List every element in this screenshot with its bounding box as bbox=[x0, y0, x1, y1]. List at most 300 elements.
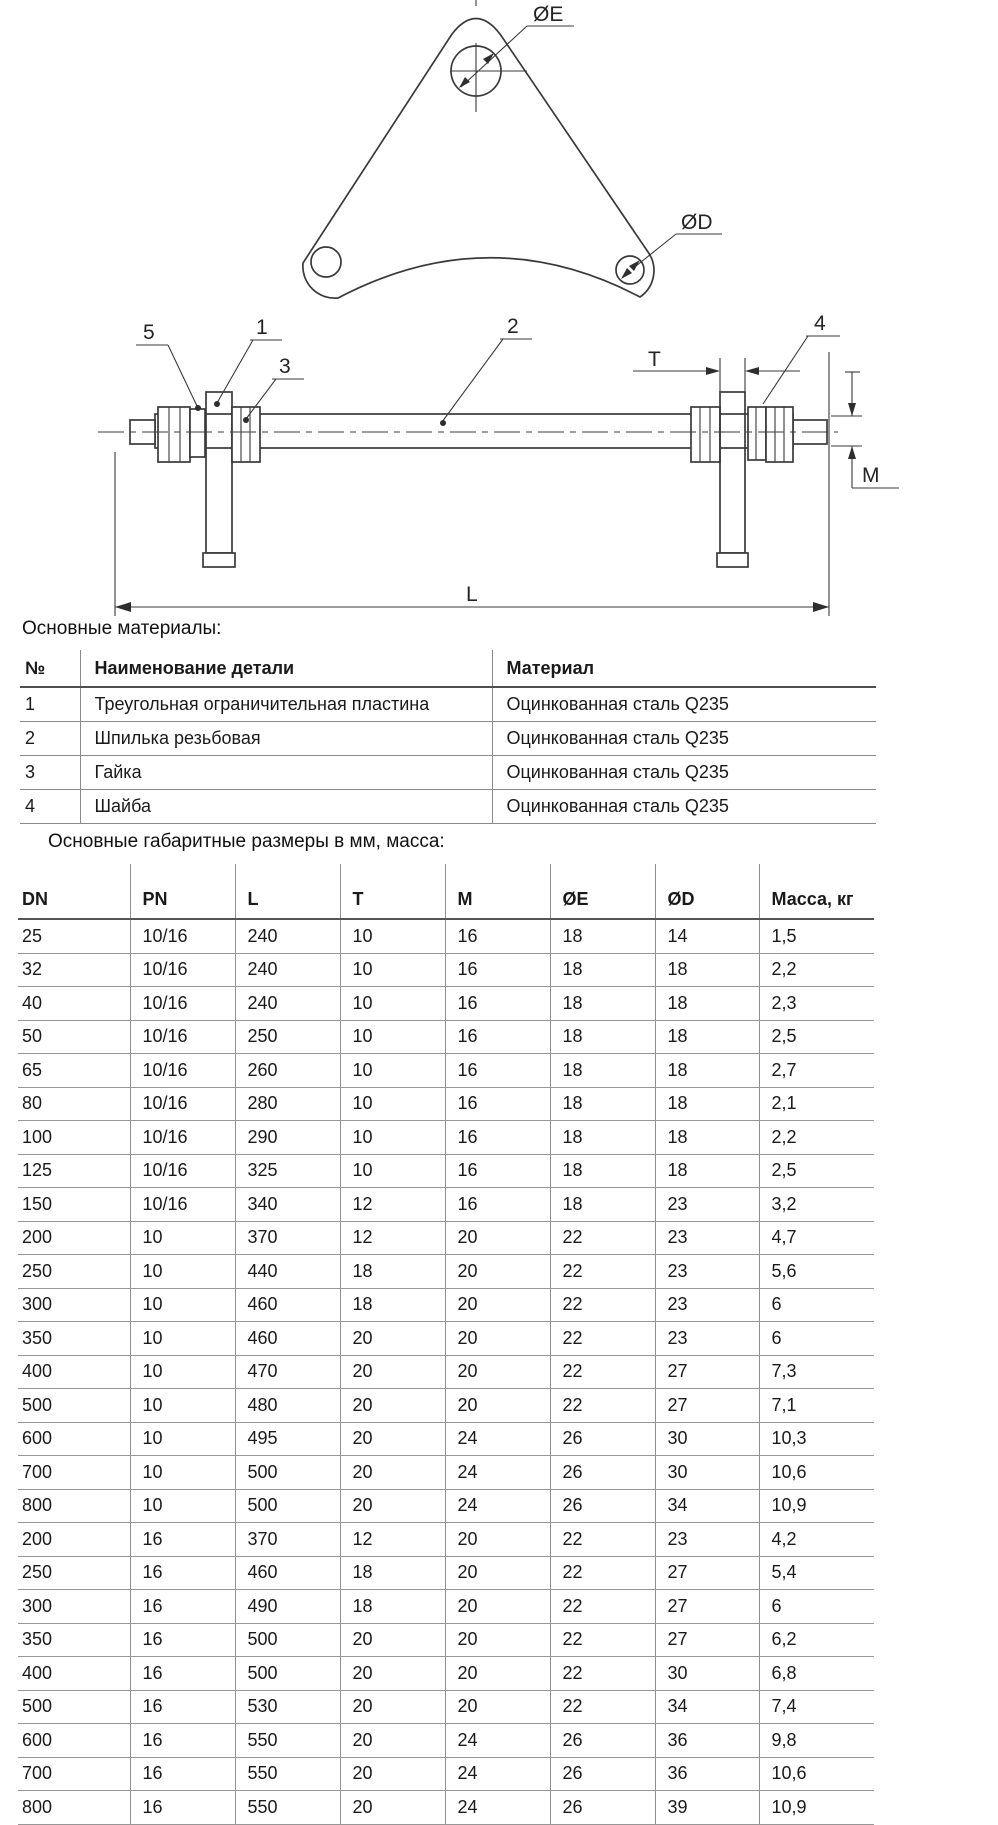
cell: 1,5 bbox=[759, 919, 874, 953]
cell: 10 bbox=[340, 987, 445, 1021]
cell: 18 bbox=[550, 953, 655, 987]
cell: 18 bbox=[655, 1121, 759, 1155]
column-header: № bbox=[20, 650, 80, 687]
table-row bbox=[18, 1322, 874, 1356]
cell: 4,2 bbox=[759, 1523, 874, 1557]
table-row bbox=[18, 1456, 874, 1490]
cell: 150 bbox=[18, 1188, 130, 1222]
cell: 27 bbox=[655, 1355, 759, 1389]
cell: 26 bbox=[550, 1791, 655, 1825]
cell: 6 bbox=[759, 1322, 874, 1356]
leader-dot bbox=[214, 401, 220, 407]
table-row bbox=[18, 919, 874, 953]
cell: 18 bbox=[655, 953, 759, 987]
triangular-plate-view bbox=[303, 0, 722, 298]
cell: 10/16 bbox=[130, 953, 235, 987]
cell: 22 bbox=[550, 1255, 655, 1289]
table-row bbox=[18, 1255, 874, 1289]
cell: 240 bbox=[235, 953, 340, 987]
cell: 20 bbox=[445, 1523, 550, 1557]
cell: 10 bbox=[130, 1221, 235, 1255]
cell: 16 bbox=[130, 1757, 235, 1791]
cell: 16 bbox=[445, 1087, 550, 1121]
cell: 20 bbox=[340, 1322, 445, 1356]
cell: 80 bbox=[18, 1087, 130, 1121]
cell: 300 bbox=[18, 1590, 130, 1624]
cell: 39 bbox=[655, 1791, 759, 1825]
cell: 20 bbox=[340, 1623, 445, 1657]
cell: 4,7 bbox=[759, 1221, 874, 1255]
table-row bbox=[20, 790, 876, 824]
cell: 16 bbox=[445, 1188, 550, 1222]
cell: 22 bbox=[550, 1288, 655, 1322]
cell: 24 bbox=[445, 1489, 550, 1523]
cell: 10,6 bbox=[759, 1757, 874, 1791]
table-row bbox=[18, 1724, 874, 1758]
cell: 200 bbox=[18, 1523, 130, 1557]
cell: 16 bbox=[130, 1623, 235, 1657]
cell: 460 bbox=[235, 1288, 340, 1322]
cell: 2,5 bbox=[759, 1020, 874, 1054]
cell: 3,2 bbox=[759, 1188, 874, 1222]
cell: 500 bbox=[18, 1389, 130, 1423]
cell: 24 bbox=[445, 1456, 550, 1490]
cell: 18 bbox=[655, 1087, 759, 1121]
cell: 12 bbox=[340, 1221, 445, 1255]
cell: 10 bbox=[130, 1456, 235, 1490]
cell: 20 bbox=[340, 1422, 445, 1456]
diameter-arrow-icon bbox=[459, 77, 470, 88]
oe-leader-line bbox=[461, 26, 527, 87]
cell: 20 bbox=[340, 1389, 445, 1423]
table-row bbox=[18, 1690, 874, 1724]
cell: 16 bbox=[130, 1690, 235, 1724]
cell: 370 bbox=[235, 1221, 340, 1255]
column-header: L bbox=[235, 864, 340, 919]
cell: 10 bbox=[340, 919, 445, 953]
cell: 20 bbox=[340, 1456, 445, 1490]
materials-heading: Основные материалы: bbox=[22, 618, 222, 639]
cell: 550 bbox=[235, 1724, 340, 1758]
cell: 12 bbox=[340, 1188, 445, 1222]
dim-label-l: L bbox=[466, 583, 478, 606]
cell: 4 bbox=[20, 790, 80, 824]
cell: 18 bbox=[655, 1054, 759, 1088]
table-row bbox=[18, 1121, 874, 1155]
cell: 550 bbox=[235, 1757, 340, 1791]
cell: 23 bbox=[655, 1255, 759, 1289]
cell: 12 bbox=[340, 1523, 445, 1557]
cell: Гайка bbox=[80, 756, 492, 790]
cell: 27 bbox=[655, 1556, 759, 1590]
leader-line bbox=[442, 339, 503, 422]
leader-dot bbox=[195, 405, 201, 411]
cell: 23 bbox=[655, 1523, 759, 1557]
cell: 26 bbox=[550, 1724, 655, 1758]
dim-label-t: T bbox=[648, 348, 661, 371]
cell: Шпилька резьбовая bbox=[80, 722, 492, 756]
cell: 125 bbox=[18, 1154, 130, 1188]
cell: 10 bbox=[340, 1054, 445, 1088]
cell: 2,1 bbox=[759, 1087, 874, 1121]
table-row bbox=[18, 953, 874, 987]
dimension-arrow-icon bbox=[848, 446, 856, 459]
cell: 20 bbox=[340, 1489, 445, 1523]
nut-left-inner bbox=[232, 407, 260, 462]
part-label-5: 5 bbox=[143, 321, 155, 344]
leader-line bbox=[217, 340, 253, 403]
cell: 40 bbox=[18, 987, 130, 1021]
cell: 16 bbox=[130, 1523, 235, 1557]
cell: 14 bbox=[655, 919, 759, 953]
cell: 16 bbox=[445, 1054, 550, 1088]
nut-left-outer bbox=[158, 407, 190, 462]
cell: 6,8 bbox=[759, 1657, 874, 1691]
cell: 20 bbox=[445, 1389, 550, 1423]
cell: 250 bbox=[235, 1020, 340, 1054]
cell: 480 bbox=[235, 1389, 340, 1423]
column-header: Масса, кг bbox=[759, 864, 874, 919]
cell: 20 bbox=[445, 1221, 550, 1255]
cell: 20 bbox=[445, 1322, 550, 1356]
cell: 16 bbox=[445, 1154, 550, 1188]
cell: 10/16 bbox=[130, 919, 235, 953]
plate-cap-left bbox=[203, 553, 235, 567]
cell: 16 bbox=[130, 1657, 235, 1691]
column-header: ØE bbox=[550, 864, 655, 919]
leader-dot bbox=[243, 417, 249, 423]
cell: 2 bbox=[20, 722, 80, 756]
cell: 500 bbox=[18, 1690, 130, 1724]
cell: 700 bbox=[18, 1456, 130, 1490]
bottom-left-hole bbox=[311, 247, 341, 277]
cell: 23 bbox=[655, 1221, 759, 1255]
cell: 10 bbox=[340, 1121, 445, 1155]
cell: 5,6 bbox=[759, 1255, 874, 1289]
table-row bbox=[18, 1657, 874, 1691]
cell: 22 bbox=[550, 1389, 655, 1423]
cell: 350 bbox=[18, 1623, 130, 1657]
cell: 530 bbox=[235, 1690, 340, 1724]
cell: 6,2 bbox=[759, 1623, 874, 1657]
cell: 2,2 bbox=[759, 953, 874, 987]
cell: 16 bbox=[445, 953, 550, 987]
cell: 20 bbox=[340, 1355, 445, 1389]
part-label-1: 1 bbox=[256, 316, 268, 339]
table-row bbox=[18, 1590, 874, 1624]
cell: 26 bbox=[550, 1757, 655, 1791]
cell: 10 bbox=[340, 1087, 445, 1121]
cell: 30 bbox=[655, 1422, 759, 1456]
dimensions-table bbox=[18, 864, 874, 1825]
cell: 18 bbox=[550, 919, 655, 953]
dimension-arrow-icon bbox=[745, 367, 759, 375]
cell: 6 bbox=[759, 1590, 874, 1624]
cell: 16 bbox=[130, 1724, 235, 1758]
header-row bbox=[18, 864, 874, 919]
technical-drawing bbox=[0, 0, 998, 618]
cell: 16 bbox=[130, 1590, 235, 1624]
plate-cap-right bbox=[717, 553, 748, 567]
cell: 10/16 bbox=[130, 1188, 235, 1222]
cell: 10/16 bbox=[130, 1121, 235, 1155]
cell: 10/16 bbox=[130, 1154, 235, 1188]
cell: 100 bbox=[18, 1121, 130, 1155]
cell: 500 bbox=[235, 1657, 340, 1691]
cell: 2,3 bbox=[759, 987, 874, 1021]
dim-label-m: M bbox=[862, 464, 880, 487]
cell: 18 bbox=[550, 987, 655, 1021]
cell: 10/16 bbox=[130, 987, 235, 1021]
table-row bbox=[18, 1422, 874, 1456]
cell: 20 bbox=[445, 1690, 550, 1724]
cell: 18 bbox=[655, 1154, 759, 1188]
cell: 34 bbox=[655, 1690, 759, 1724]
cell: 5,4 bbox=[759, 1556, 874, 1590]
od-leader-line bbox=[636, 234, 676, 266]
cell: 20 bbox=[340, 1724, 445, 1758]
cell: 22 bbox=[550, 1623, 655, 1657]
dimensions-heading: Основные габаритные размеры в мм, масса: bbox=[48, 831, 445, 852]
cell: 27 bbox=[655, 1623, 759, 1657]
cell: 460 bbox=[235, 1556, 340, 1590]
cell: 350 bbox=[18, 1322, 130, 1356]
cell: 18 bbox=[340, 1255, 445, 1289]
table-row bbox=[18, 1188, 874, 1222]
dimension-arrow-icon bbox=[706, 367, 720, 375]
stud-assembly-view bbox=[98, 312, 899, 616]
cell: 7,3 bbox=[759, 1355, 874, 1389]
cell: 16 bbox=[130, 1556, 235, 1590]
column-header: Материал bbox=[492, 650, 876, 687]
cell: 22 bbox=[550, 1221, 655, 1255]
leader-line bbox=[763, 336, 808, 404]
cell: 800 bbox=[18, 1791, 130, 1825]
header-row bbox=[20, 650, 876, 687]
cell: 495 bbox=[235, 1422, 340, 1456]
cell: 700 bbox=[18, 1757, 130, 1791]
cell: Оцинкованная сталь Q235 bbox=[492, 687, 876, 722]
cell: 20 bbox=[340, 1791, 445, 1825]
cell: 10/16 bbox=[130, 1020, 235, 1054]
cell: 22 bbox=[550, 1355, 655, 1389]
cell: 20 bbox=[340, 1690, 445, 1724]
table-row bbox=[18, 1623, 874, 1657]
table-row bbox=[18, 1523, 874, 1557]
cell: 600 bbox=[18, 1422, 130, 1456]
column-header: DN bbox=[18, 864, 130, 919]
leader-dot bbox=[440, 420, 446, 426]
cell: 500 bbox=[235, 1456, 340, 1490]
table-row bbox=[18, 1054, 874, 1088]
leader-line bbox=[168, 345, 197, 406]
cell: 20 bbox=[340, 1657, 445, 1691]
cell: 22 bbox=[550, 1657, 655, 1691]
cell: 7,1 bbox=[759, 1389, 874, 1423]
cell: 16 bbox=[130, 1791, 235, 1825]
column-header: T bbox=[340, 864, 445, 919]
table-row bbox=[18, 1087, 874, 1121]
cell: 490 bbox=[235, 1590, 340, 1624]
cell: 250 bbox=[18, 1556, 130, 1590]
cell: 2,7 bbox=[759, 1054, 874, 1088]
cell: 18 bbox=[655, 987, 759, 1021]
cell: 32 bbox=[18, 953, 130, 987]
table-row bbox=[18, 1489, 874, 1523]
cell: 7,4 bbox=[759, 1690, 874, 1724]
part-label-3: 3 bbox=[279, 355, 291, 378]
column-header: ØD bbox=[655, 864, 759, 919]
cell: 18 bbox=[550, 1154, 655, 1188]
cell: Оцинкованная сталь Q235 bbox=[492, 756, 876, 790]
cell: 22 bbox=[550, 1690, 655, 1724]
dimension-arrow-icon bbox=[115, 602, 131, 612]
cell: 10 bbox=[130, 1288, 235, 1322]
cell: 10,6 bbox=[759, 1456, 874, 1490]
cell: 16 bbox=[445, 919, 550, 953]
part-label-2: 2 bbox=[507, 315, 519, 338]
cell: 20 bbox=[445, 1590, 550, 1624]
cell: 20 bbox=[445, 1355, 550, 1389]
cell: 260 bbox=[235, 1054, 340, 1088]
cell: 290 bbox=[235, 1121, 340, 1155]
cell: 18 bbox=[550, 1020, 655, 1054]
cell: 25 bbox=[18, 919, 130, 953]
cell: 18 bbox=[340, 1556, 445, 1590]
table-row bbox=[18, 1355, 874, 1389]
cell: 10/16 bbox=[130, 1054, 235, 1088]
cell: 50 bbox=[18, 1020, 130, 1054]
cell: 20 bbox=[445, 1623, 550, 1657]
cell: 34 bbox=[655, 1489, 759, 1523]
cell: 1 bbox=[20, 687, 80, 722]
cell: 10 bbox=[130, 1255, 235, 1289]
cell: 400 bbox=[18, 1657, 130, 1691]
cell: 22 bbox=[550, 1322, 655, 1356]
table-row bbox=[18, 987, 874, 1021]
cell: 10 bbox=[130, 1322, 235, 1356]
diameter-arrow-icon bbox=[621, 268, 632, 279]
cell: 22 bbox=[550, 1590, 655, 1624]
cell: 10 bbox=[340, 953, 445, 987]
cell: 20 bbox=[445, 1657, 550, 1691]
cell: 18 bbox=[655, 1020, 759, 1054]
cell: 9,8 bbox=[759, 1724, 874, 1758]
cell: 280 bbox=[235, 1087, 340, 1121]
cell: 26 bbox=[550, 1422, 655, 1456]
cell: 24 bbox=[445, 1422, 550, 1456]
cell: 300 bbox=[18, 1288, 130, 1322]
cell: 22 bbox=[550, 1523, 655, 1557]
cell: 20 bbox=[445, 1556, 550, 1590]
cell: 800 bbox=[18, 1489, 130, 1523]
cell: Оцинкованная сталь Q235 bbox=[492, 722, 876, 756]
table-row bbox=[20, 687, 876, 722]
cell: 240 bbox=[235, 987, 340, 1021]
cell: 240 bbox=[235, 919, 340, 953]
cell: 2,2 bbox=[759, 1121, 874, 1155]
cell: 10,9 bbox=[759, 1489, 874, 1523]
table-row bbox=[18, 1389, 874, 1423]
table-row bbox=[18, 1154, 874, 1188]
table-row bbox=[18, 1757, 874, 1791]
cell: 18 bbox=[340, 1590, 445, 1624]
cell: 20 bbox=[340, 1757, 445, 1791]
cell: 10 bbox=[340, 1154, 445, 1188]
dimension-arrow-icon bbox=[813, 602, 829, 612]
table-row bbox=[20, 756, 876, 790]
cell: 10/16 bbox=[130, 1087, 235, 1121]
column-header: PN bbox=[130, 864, 235, 919]
cell: 10 bbox=[130, 1422, 235, 1456]
cell: 18 bbox=[550, 1188, 655, 1222]
cell: 30 bbox=[655, 1657, 759, 1691]
cell: 24 bbox=[445, 1791, 550, 1825]
cell: 6 bbox=[759, 1288, 874, 1322]
cell: 10,9 bbox=[759, 1791, 874, 1825]
cell: 550 bbox=[235, 1791, 340, 1825]
cell: 26 bbox=[550, 1456, 655, 1490]
cell: 36 bbox=[655, 1757, 759, 1791]
cell: 340 bbox=[235, 1188, 340, 1222]
cell: 500 bbox=[235, 1623, 340, 1657]
cell: 20 bbox=[445, 1288, 550, 1322]
cell: 22 bbox=[550, 1556, 655, 1590]
cell: 27 bbox=[655, 1389, 759, 1423]
cell: 30 bbox=[655, 1456, 759, 1490]
cell: 18 bbox=[550, 1087, 655, 1121]
cell: 16 bbox=[445, 1121, 550, 1155]
cell: 500 bbox=[235, 1489, 340, 1523]
cell: 370 bbox=[235, 1523, 340, 1557]
nut-right-inner bbox=[691, 407, 720, 462]
cell: 16 bbox=[445, 987, 550, 1021]
hole-diameter-label-d: ØD bbox=[681, 211, 713, 234]
cell: 10,3 bbox=[759, 1422, 874, 1456]
leader-line bbox=[246, 379, 276, 419]
plate-outline bbox=[303, 19, 654, 299]
table-row bbox=[18, 1791, 874, 1825]
table-row bbox=[18, 1020, 874, 1054]
cell: 10 bbox=[130, 1389, 235, 1423]
cell: 24 bbox=[445, 1724, 550, 1758]
cell: Шайба bbox=[80, 790, 492, 824]
table-row bbox=[20, 722, 876, 756]
column-header: Наименование детали bbox=[80, 650, 492, 687]
cell: 16 bbox=[445, 1020, 550, 1054]
cell: 2,5 bbox=[759, 1154, 874, 1188]
washer-right bbox=[748, 407, 766, 460]
cell: 24 bbox=[445, 1757, 550, 1791]
table-row bbox=[18, 1221, 874, 1255]
cell: 600 bbox=[18, 1724, 130, 1758]
dimension-arrow-icon bbox=[848, 403, 856, 416]
nut-right-outer bbox=[766, 407, 793, 462]
materials-table bbox=[20, 650, 876, 824]
cell: 400 bbox=[18, 1355, 130, 1389]
column-header: M bbox=[445, 864, 550, 919]
cell: 10 bbox=[130, 1489, 235, 1523]
cell: 18 bbox=[550, 1054, 655, 1088]
cell: 36 bbox=[655, 1724, 759, 1758]
cell: 460 bbox=[235, 1322, 340, 1356]
cell: 23 bbox=[655, 1288, 759, 1322]
hole-diameter-label-e: ØE bbox=[533, 3, 564, 26]
part-label-4: 4 bbox=[814, 312, 826, 335]
cell: 27 bbox=[655, 1590, 759, 1624]
cell: 65 bbox=[18, 1054, 130, 1088]
cell: Оцинкованная сталь Q235 bbox=[492, 790, 876, 824]
